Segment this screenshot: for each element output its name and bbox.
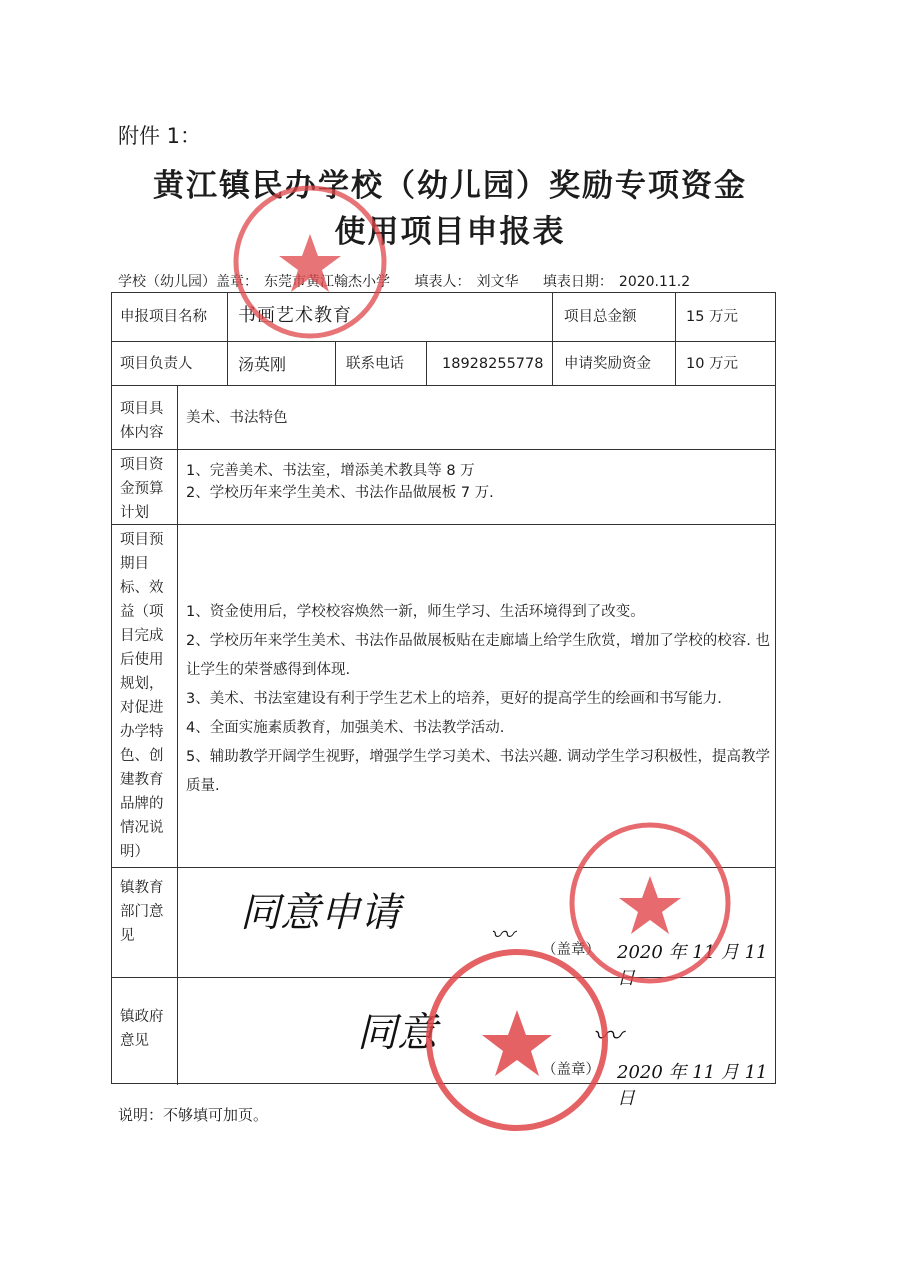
col-divider: [675, 293, 676, 385]
filler-label: 填表人：: [414, 274, 471, 290]
project-name-value: 书画艺术教育: [238, 305, 352, 326]
col-divider: [227, 293, 228, 385]
government-seal-stamp: [422, 945, 612, 1135]
form-title-line1: 黄江镇民办学校（幼儿园）奖励专项资金: [153, 168, 747, 204]
attachment-label: 附件 1：: [118, 124, 202, 148]
edu-date: 2020 年 11 月 11 日: [617, 942, 768, 989]
edu-opinion-label: 镇教育部门意见: [120, 880, 164, 944]
gov-stamp-label: （盖章）: [542, 1062, 600, 1078]
phone-value: 18928255778: [442, 356, 544, 372]
star-icon: [279, 234, 341, 292]
goal-line: 2、学校历年来学生美术、书法作品做展板贴在走廊墙上给学生欣赏，增加了学校的校容. 也让学生的荣誉感得到体现.: [186, 633, 770, 678]
row-divider: [112, 385, 775, 386]
content-value: 美术、书法特色: [186, 410, 288, 426]
row-divider: [112, 449, 775, 450]
phone-label: 联系电话: [346, 356, 404, 372]
form-meta-line: [118, 271, 696, 291]
goals-text: [186, 598, 772, 801]
col-divider: [426, 341, 427, 385]
leader-label: 项目负责人: [120, 356, 193, 372]
goal-line: 4、全面实施素质教育，加强美术、书法教学活动.: [186, 720, 505, 736]
gov-signature: 〰: [592, 1019, 622, 1054]
budget-line: 2、学校历年来学生美术、书法作品做展板 7 万.: [186, 485, 494, 501]
goal-line: 3、美术、书法室建设有利于学生艺术上的培养，更好的提高学生的绘画和书写能力.: [186, 691, 722, 707]
leader-name: 汤英刚: [238, 355, 287, 374]
goal-line: 5、辅助教学开阔学生视野，增强学生学习美术、书法兴趣. 调动学生学习积极性，提高教学质量.: [186, 749, 770, 794]
form-title-line2: 使用项目申报表: [334, 214, 566, 250]
footnote: 说明：不够填可加页。: [118, 1106, 269, 1124]
school-label: 学校（幼儿园）盖章：: [118, 274, 258, 290]
budget-plan: [186, 460, 772, 504]
school-name: 东莞市黄江翰杰小学: [264, 274, 390, 290]
reward-label: 申请奖励资金: [564, 356, 651, 372]
col-divider: [177, 385, 178, 1085]
gov-date: 2020 年 11 月 11 日: [617, 1062, 768, 1109]
goal-line: 1、资金使用后，学校校容焕然一新，师生学习、生活环境得到了改变。: [186, 604, 645, 620]
col-divider: [552, 293, 553, 385]
total-amount-value: 15 万元: [686, 309, 739, 325]
budget-line: 1、完善美术、书法室，增添美术教具等 8 万: [186, 463, 475, 479]
content-label: 项目具体内容: [120, 401, 164, 441]
goals-label: 项目预期目标、效益（项目完成后使用规划，对促进办学特色、创建教育品牌的情况说明）: [120, 532, 164, 860]
gov-opinion-label: 镇政府意见: [120, 1009, 164, 1049]
reward-value: 10 万元: [686, 356, 739, 372]
edu-stamp-label: （盖章）: [542, 942, 600, 958]
gov-opinion-handwritten: 同意: [357, 1010, 437, 1056]
row-divider: [112, 524, 775, 525]
date-value: 2020.11.2: [618, 274, 691, 290]
date-label: 填表日期：: [542, 274, 613, 290]
filler-name: 刘文华: [476, 274, 519, 290]
star-icon: [482, 1010, 552, 1076]
edu-signature: 〰: [490, 921, 514, 949]
star-icon: [619, 876, 681, 934]
project-name-label: 申报项目名称: [120, 309, 207, 325]
edu-opinion-handwritten: 同意申请: [240, 890, 400, 936]
school-seal-stamp: [230, 182, 390, 342]
total-amount-label: 项目总金额: [564, 309, 637, 325]
col-divider: [335, 341, 336, 385]
budget-label: 项目资金预算计划: [120, 457, 164, 521]
